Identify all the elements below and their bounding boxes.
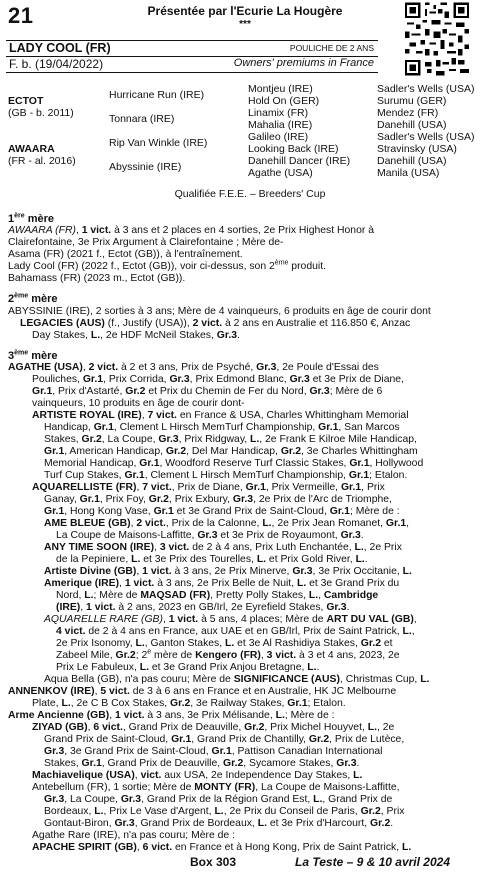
family-text-line: Prix Le Fabuleux, L. et 3e Grand Prix Anjou Bretagne, L.. — [56, 662, 320, 673]
family-text-line: Pouliches, Gr.1, Prix Corrida, Gr.3, Prix Edmond Blanc, Gr.3 et 3e Prix de Diane, — [32, 374, 404, 385]
family-text-line: Bahamass (FR) (2023 m., Ectot (GB)). — [8, 273, 186, 284]
family-text-line: Plate, L., 2e C B Cox Stakes, Gr.2, 3e Railway Stakes, Gr.1; Etalon. — [32, 698, 346, 709]
family-text-line: ANY TIME SOON (IRE), 3 vict. de 2 à 4 ans, Prix Luth Enchantée, L., 2e Prix — [44, 542, 402, 553]
family-text-line: AWAARA (FR), 1 vict. à 3 ans et 2 places en 4 sorties, 2e Prix Highest Honor à — [8, 225, 374, 236]
pedigree-gen4: Surumu (GER) — [377, 95, 447, 107]
sale-name: La Teste – 9 & 10 avril 2024 — [295, 855, 450, 869]
family-text-line: Gontaut-Biron, Gr.3, Grand Prix de Bordeaux, L. et 3e Prix d'Harcourt, Gr.2. — [44, 818, 394, 829]
family-text-line: Turf Cup Stakes, Gr.1, Clement L Hirsch MemTurf Championship, Gr.1; Etalon. — [44, 470, 408, 481]
family-text-line: Gr.1, American Handicap, Gr.2, Del Mar Handicap, Gr.2, 3e Charles Whittingham — [44, 446, 418, 457]
horse-description: POULICHE DE 2 ANS — [289, 43, 374, 53]
family-text-line: ANNENKOV (IRE), 5 vict. de 3 à 6 ans en France et en Australie, HK JC Melbourne — [8, 686, 397, 697]
family-text-line: AME BLEUE (GB), 2 vict., Prix de la Calonne, L., 2e Prix Jean Romanet, Gr.1, — [44, 518, 410, 529]
family-text-line: Amerique (IRE), 1 vict. à 3 ans, 2e Prix Belle de Nuit, L. et 3e Grand Prix du — [44, 578, 400, 589]
family-text-line: Agathe Rare (IRE), n'a pas couru; Mère de : — [32, 830, 235, 841]
family-text-line: AQUARELLE RARE (GB), 1 vict. à 5 ans, 4 places; Mère de ART DU VAL (GB), — [44, 614, 417, 625]
rating-stars: *** — [239, 19, 251, 30]
pedigree-gen3: Hold On (GER) — [248, 95, 320, 107]
family-text-line: de la Pepiniere, L. et 3e Prix des Tourelles, L. et Prix Gold River, L.. — [56, 554, 368, 565]
pedigree-gen2: Rip Van Winkle (IRE) — [109, 137, 208, 149]
family-text-line: Ganay, Gr.1, Prix Foy, Gr.2, Prix Exbury, Gr.3, 2e Prix de l'Arc de Triomphe, — [44, 494, 392, 505]
pedigree-gen2: Hurricane Run (IRE) — [109, 89, 205, 101]
sire-name: ECTOT — [8, 95, 44, 107]
family-text-line: (IRE), 1 vict. à 2 ans, 2023 en GB/Irl, 2e Eyrefield Stakes, Gr.3. — [56, 602, 350, 613]
section-heading: 1ère mère — [8, 212, 54, 225]
pedigree-gen4: Sadler's Wells (USA) — [377, 131, 475, 143]
lot-number: 21 — [8, 3, 34, 28]
family-text-line: Stakes, Gr.1, Grand Prix de Deauville, Gr.2, Sycamore Stakes, Gr.3. — [44, 758, 360, 769]
pedigree-gen4: Mendez (FR) — [377, 107, 439, 119]
family-text-line: AQUARELLISTE (FR), 7 vict., Prix de Diane, Gr.1, Prix Vermeille, Gr.1, Prix — [32, 482, 385, 493]
birth-info: F. b. (19/04/2022) — [9, 57, 104, 71]
pedigree-gen4: Danehill (USA) — [377, 119, 447, 131]
horse-name: LADY COOL (FR) — [9, 41, 111, 55]
family-text-line: Lady Cool (FR) (2022 f., Ectot (GB)), voir ci-dessus, son 2ème produit. — [8, 259, 326, 272]
family-text-line: Arme Ancienne (GB), 1 vict. à 3 ans, 3e Prix Mélisande, L.; Mère de : — [8, 710, 335, 721]
family-text-line: Aqua Bella (GB), n'a pas couru; Mère de SIGNIFICANCE (AUS), Christmas Cup, L. — [44, 674, 430, 685]
family-text-line: Memorial Handicap, Gr.1, Woodford Reserve Turf Classic Stakes, Gr.1, Hollywood — [44, 458, 424, 469]
pedigree-gen3: Looking Back (IRE) — [248, 143, 339, 155]
family-text-line: La Coupe de Maisons-Laffitte, Gr.3 et 3e Prix de Royaumont, Gr.3. — [56, 530, 364, 541]
family-text-line: Nord, L.; Mère de MAQSAD (FR), Pretty Polly Stakes, L., Cambridge — [56, 590, 379, 601]
pedigree-gen3: Agathe (USA) — [248, 167, 313, 179]
dam-name: AWAARA — [8, 143, 55, 155]
section-heading: 3ème mère — [8, 349, 58, 362]
family-text-line: Gr.1, Prix d'Astarté, Gr.2 et Prix du Chemin de Fer du Nord, Gr.3; Mère de 6 — [32, 386, 383, 397]
family-text-line: ABYSSINIE (IRE), 2 sorties à 3 ans; Mère de 4 vainqueurs, 6 produits en âge de courir dont — [8, 306, 431, 317]
horse-identity-box — [6, 40, 378, 73]
family-text-line: AGATHE (USA), 2 vict. à 2 et 3 ans, Prix de Psyché, Gr.3, 2e Poule d'Essai des — [8, 362, 379, 373]
pedigree-gen2: Tonnara (IRE) — [109, 113, 175, 125]
family-text-line: 4 vict. de 2 à 4 ans en France, aux UAE et en GB/Irl, Prix de Saint Patrick, L., — [56, 626, 415, 637]
family-text-line: Day Stakes, L., 2e HDF McNeil Stakes, Gr.3. — [32, 330, 240, 341]
qualification-note: Qualifiée F.E.E. – Breeders' Cup — [174, 188, 326, 200]
family-text-line: Zabeel Mile, Gr.2; 2e mère de Kengero (FR), 3 vict. à 3 et 4 ans, 2023, 2e — [56, 648, 400, 661]
family-text-line: 2e Prix Isonomy, L., Ganton Stakes, L. et 3e Al Rashidiya Stakes, Gr.2 et — [56, 638, 393, 649]
premiums-note: Owners' premiums in France — [233, 57, 374, 69]
family-text-line: Clairefontaine, 3e Prix Argument à Clairefontaine ; Mère de- — [8, 237, 284, 248]
family-text-line: Gr.3, La Coupe, Gr.3, Grand Prix de la Région Grand Est, L., Grand Prix de — [44, 794, 393, 805]
family-text-line: ZIYAD (GB), 6 vict., Grand Prix de Deauville, Gr.2, Prix Michel Houyvet, L., 2e — [32, 722, 395, 733]
family-text-line: APACHE SPIRIT (GB), 6 vict. en France et à Hong Kong, Prix de Saint Patrick, L. — [32, 842, 412, 853]
family-text-line: ARTISTE ROYAL (IRE), 7 vict. en France & USA, Charles Whittingham Memorial — [32, 410, 409, 421]
pedigree-gen2: Abyssinie (IRE) — [109, 161, 182, 173]
family-text-line: LEGACIES (AUS) (f., Justify (USA)), 2 vict. à 2 ans en Australie et 116.850 €, Anzac — [20, 318, 411, 329]
qr-code-icon[interactable] — [405, 2, 469, 76]
pedigree-gen4: Danehill (USA) — [377, 155, 447, 167]
family-text-line: Machiavelique (USA), vict. aux USA, 2e Independence Day Stakes, L. — [32, 770, 363, 781]
pedigree-gen3: Danehill Dancer (IRE) — [248, 155, 351, 167]
family-text-line: vainqueurs, 10 produits en âge de courir dont- — [32, 398, 245, 409]
pedigree-gen3: Montjeu (IRE) — [248, 83, 313, 95]
family-text-line: Bordeaux, L., Prix Le Vase d'Argent, L., 2e Prix du Conseil de Paris, Gr.2, Prix — [44, 806, 405, 817]
pedigree-gen4: Stravinsky (USA) — [377, 143, 457, 155]
family-text-line: Antebellum (FR), 1 sortie; Mère de MONTY (FR), La Coupe de Maisons-Laffitte, — [32, 782, 400, 793]
pedigree-gen4: Sadler's Wells (USA) — [377, 83, 475, 95]
family-text-line: Gr.3, 3e Grand Prix de Saint-Cloud, Gr.1, Pattison Canadian International — [44, 746, 383, 757]
sire-info: (GB - b. 2011) — [8, 107, 74, 119]
pedigree-gen3: Mahalia (IRE) — [248, 119, 313, 131]
consignor: Présentée par l'Ecurie La Hougère — [147, 4, 343, 18]
family-text-line: Gr.1, Hong Kong Vase, Gr.1 et 3e Grand Prix de Saint-Cloud, Gr.1; Mère de : — [44, 506, 400, 517]
dam-info: (FR - al. 2016) — [8, 155, 76, 167]
pedigree-gen3: Galileo (IRE) — [248, 131, 309, 143]
family-text-line: Stakes, Gr.2, La Coupe, Gr.3, Prix Ridgway, L., 2e Frank E Kilroe Mile Handicap, — [44, 434, 417, 445]
section-heading: 2ème mère — [8, 292, 58, 305]
family-text-line: Handicap, Gr.1, Clement L Hirsch MemTurf Championship, Gr.1, San Marcos — [44, 422, 400, 433]
box-number: Box 303 — [190, 855, 237, 869]
pedigree-gen3: Linamix (FR) — [248, 107, 309, 119]
family-text-line: Artiste Divine (GB), 1 vict. à 3 ans, 2e Prix Minerve, Gr.3, 3e Prix Occitanie, L. — [44, 566, 412, 577]
pedigree-gen4: Manila (USA) — [377, 167, 440, 179]
family-text-line: Grand Prix de Saint-Cloud, Gr.1, Grand Prix de Chantilly, Gr.2, Prix de Lutèce, — [44, 734, 405, 745]
family-text-line: Asama (FR) (2021 f., Ectot (GB)), à l'entraînement. — [8, 249, 243, 260]
